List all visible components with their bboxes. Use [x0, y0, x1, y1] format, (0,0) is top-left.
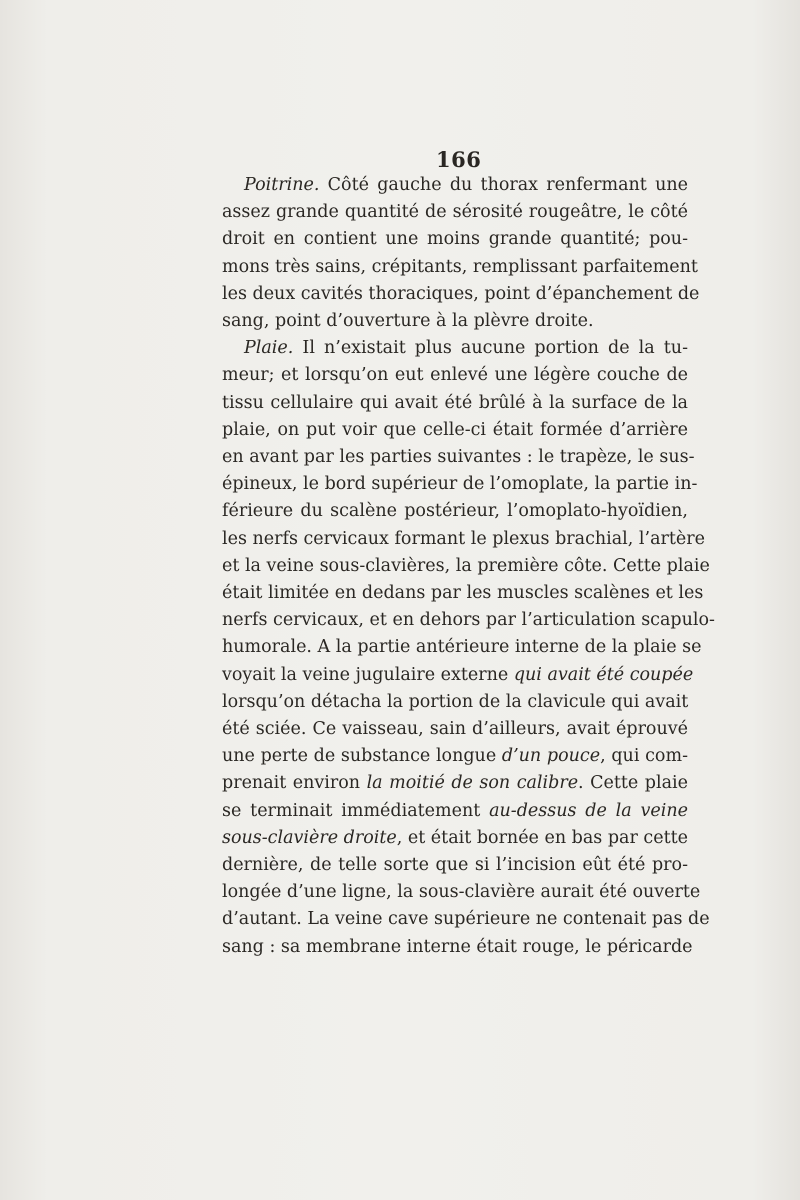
- text-line: [222, 390, 688, 417]
- text-run: , et était bornée en bas par cette: [396, 827, 688, 848]
- text-line: [222, 743, 688, 770]
- text-line: [222, 825, 688, 852]
- text-line: [222, 553, 710, 580]
- text-run: . Cette plaie: [578, 773, 688, 794]
- text-line: [222, 798, 688, 825]
- text-line: [222, 634, 702, 661]
- text-line: [222, 607, 715, 634]
- text-run: assez grande quantité de sérosité rougeâtre, le côté: [222, 202, 688, 223]
- text-run: droit en contient une moins grande quantité; pou-: [222, 229, 688, 250]
- text-line: [222, 172, 688, 199]
- text-line: [222, 662, 694, 689]
- text-run: en avant par les parties suivantes : le trapèze, le sus-: [222, 447, 695, 468]
- text-line: [222, 254, 698, 281]
- text-line: [222, 226, 688, 253]
- text-run: dernière, de telle sorte que si l’incision eût été pro-: [222, 855, 688, 876]
- text-run: longée d’une ligne, la sous-clavière aurait été ouverte: [222, 882, 701, 903]
- italic-text: au-dessus de la veine: [489, 800, 688, 821]
- text-run: prenait environ: [222, 773, 367, 794]
- text-run: , qui com-: [600, 746, 688, 767]
- text-run: meur; et lorsqu’on eut enlevé une légère couche de: [222, 365, 688, 386]
- text-run: nerfs cervicaux, et en dehors par l’articulation scapulo-: [222, 610, 715, 631]
- text-line: [222, 934, 693, 961]
- text-run: était limitée en dedans par les muscles scalènes et les: [222, 583, 704, 604]
- text-line: [222, 471, 698, 498]
- text-run: se terminait immédiatement: [222, 800, 490, 821]
- text-run: Il n’existait plus aucune portion de la tu-: [293, 338, 688, 359]
- italic-text: d’un pouce: [501, 746, 601, 767]
- text-line: [222, 716, 688, 743]
- text-line: [222, 852, 688, 879]
- text-run: humorale. A la partie antérieure interne de la plaie se: [222, 637, 702, 658]
- text-run: Côté gauche du thorax renfermant une: [319, 175, 688, 195]
- italic-text: Poitrine.: [244, 175, 320, 195]
- text-line: [222, 770, 688, 797]
- text-run: d’autant. La veine cave supérieure ne contenait pas de: [222, 909, 710, 930]
- italic-text: qui avait été coupée: [513, 664, 694, 685]
- text-line: [222, 879, 701, 906]
- text-run: une perte de substance longue: [222, 746, 502, 767]
- text-line: [222, 362, 688, 389]
- text-run: sang : sa membrane interne était rouge, le péricarde: [222, 936, 693, 957]
- text-run: les deux cavités thoraciques, point d’épanchement de: [222, 283, 700, 304]
- page-number: 166: [436, 147, 482, 172]
- text-line: [222, 417, 688, 444]
- text-run: plaie, on put voir que celle-ci était formée d’arrière: [222, 419, 688, 440]
- text-run: et la veine sous-clavières, la première côte. Cette plaie: [222, 555, 710, 576]
- italic-text: Plaie.: [244, 338, 294, 359]
- text-line: [222, 498, 688, 525]
- text-line: [222, 335, 688, 362]
- italic-text: la moitié de son calibre: [366, 773, 579, 794]
- text-line: [222, 308, 688, 335]
- text-run: été sciée. Ce vaisseau, sain d’ailleurs, avait éprouvé: [222, 719, 688, 740]
- text-line: [222, 580, 704, 607]
- text-run: épineux, le bord supérieur de l’omoplate, la partie in-: [222, 474, 698, 495]
- text-line: [222, 526, 705, 553]
- text-run: mons très sains, crépitants, remplissant parfaitement: [222, 256, 698, 277]
- text-run: voyait la veine jugulaire externe: [222, 664, 514, 685]
- text-line: [222, 906, 710, 933]
- text-run: férieure du scalène postérieur, l’omoplato-hyoïdien,: [222, 501, 688, 522]
- text-line: [222, 199, 688, 226]
- text-run: tissu cellulaire qui avait été brûlé à la surface de la: [222, 392, 688, 413]
- text-line: [222, 444, 695, 471]
- text-run: sang, point d’ouverture à la plèvre droite.: [222, 311, 594, 332]
- text-run: lorsqu’on détacha la portion de la clavicule qui avait: [222, 691, 689, 712]
- body-text: [222, 172, 715, 961]
- text-line: [222, 281, 700, 308]
- text-line: [222, 689, 688, 716]
- italic-text: sous-clavière droite: [222, 827, 397, 848]
- text-run: les nerfs cervicaux formant le plexus brachial, l’artère: [222, 528, 705, 549]
